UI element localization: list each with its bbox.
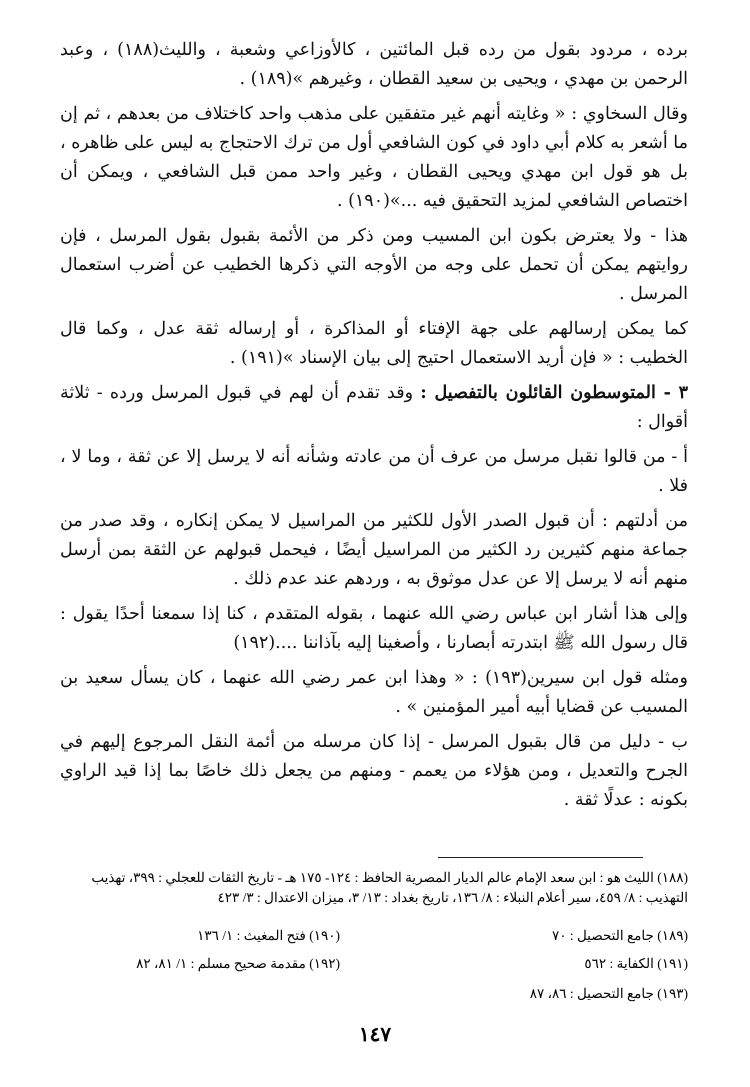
footnote-191: (١٩١) الكفاية : ٥٦٢	[584, 956, 688, 971]
section-heading: ٣ - المتوسطون القائلون بالتفصيل :	[420, 383, 688, 403]
footnote-192: (١٩٢) مقدمة صحيح مسلم : ١/ ٨١، ٨٢	[136, 956, 340, 971]
paragraph-4: كما يمكن إرسالهم على جهة الإفتاء أو المذاكرة ، أو إرساله ثقة عدل ، وكما قال الخطيب : « فإن أريد الاستعمال احتيج إلى بيان الإسناد »(١٩١) .	[60, 319, 688, 368]
paragraph-7: من أدلتهم : أن قبول الصدر الأول للكثير من المراسيل لا يمكن إنكاره ، وقد صدر من جماعة منهم كثيرين رد الكثير من المراسيل أيضًا ، فيحمل قبولهم عن الثقة بمن أرسل منهم أنه لا يرسل إلا عن عدل موثوق به ، وردهم عند عدم ذلك .	[60, 511, 688, 589]
footnote-separator	[438, 857, 643, 858]
footnote-188: (١٨٨) الليث هو : ابن سعد الإمام عالم الديار المصرية الحافظ : ١٢٤- ١٧٥ هـ - تاريخ الثقات للعجلي : ٣٩٩، تهذيب التهذيب : ٨/ ٤٥٩، سير أعلام النبلاء : ٨/ ١٣٦، تاريخ بغداد : ١٣/ ٣، ميزان الاعتدال : ٣/ ٤٢٣	[91, 870, 688, 905]
footnote-193: (١٩٣) جامع التحصيل : ٨٦، ٨٧	[529, 986, 688, 1001]
footnote-190: (١٩٠) فتح المغيث : ١/ ١٣٦	[197, 928, 340, 943]
paragraph-9: ومثله قول ابن سيرين(١٩٣) : « وهذا ابن عمر رضي الله عنهما ، كان يسأل سعيد بن المسيب عن قضايا أبيه أمير المؤمنين » .	[60, 668, 688, 717]
paragraph-5	[60, 379, 688, 437]
paragraph-5-text: وقد تقدم أن لهم في قبول المرسل ورده - ثلاثة أقوال :	[60, 383, 688, 432]
paragraph-8: وإلى هذا أشار ابن عباس رضي الله عنهما ، بقوله المتقدم ، كنا إذا سمعنا أحدًا يقول : قال رسول الله ﷺ ابتدرته أبصارنا ، وأصغينا إليه بآذاننا ....(١٩٢)	[60, 604, 688, 653]
footnote-189: (١٨٩) جامع التحصيل : ٧٠	[551, 928, 688, 943]
paragraph-10: ب - دليل من قال بقبول المرسل - إذا كان مرسله من أئمة النقل المرجوع إليهم في الجرح والتعديل ، ومن هؤلاء من يعمم - ومنهم من يجعل ذلك خاصًا بما إذا قيد الراوي بكونه : عدلًا ثقة .	[60, 732, 688, 810]
paragraph-2: وقال السخاوي : « وغايته أنهم غير متفقين على مذهب واحد كاختلاف من بعدهم ، ثم إن ما أشعر به كلام أبي داود في كون الشافعي أول من ترك الاحتجاج به ليس على ظاهره ، بل هو قول ابن مهدي ويحيى القطان ، وغير واحد ممن قبل الشافعي ، ويمكن أن اختصاص الشافعي لمزيد التحقيق فيه ...»(١٩٠) .	[60, 104, 688, 211]
paragraph-6: أ - من قالوا نقبل مرسل من عرف أن من عادته وشأنه أنه لا يرسل إلا عن ثقة ، وما لا ، فلا .	[60, 447, 688, 496]
paragraph-3: هذا - ولا يعترض بكون ابن المسيب ومن ذكر من الأئمة بقبول بقول المرسل ، فإن روايتهم يمكن أن تحمل على وجه من الأوجه التي ذكرها الخطيب عن أضرب استعمال المرسل .	[60, 226, 688, 304]
paragraph-1: برده ، مردود بقول من رده قبل المائتين ، كالأوزاعي وشعبة ، والليث(١٨٨) ، وعبد الرحمن بن مهدي ، ويحيى بن سعيد القطان ، وغيرهم »(١٨٩) .	[60, 40, 688, 89]
page-number: ١٤٧	[358, 1024, 392, 1046]
